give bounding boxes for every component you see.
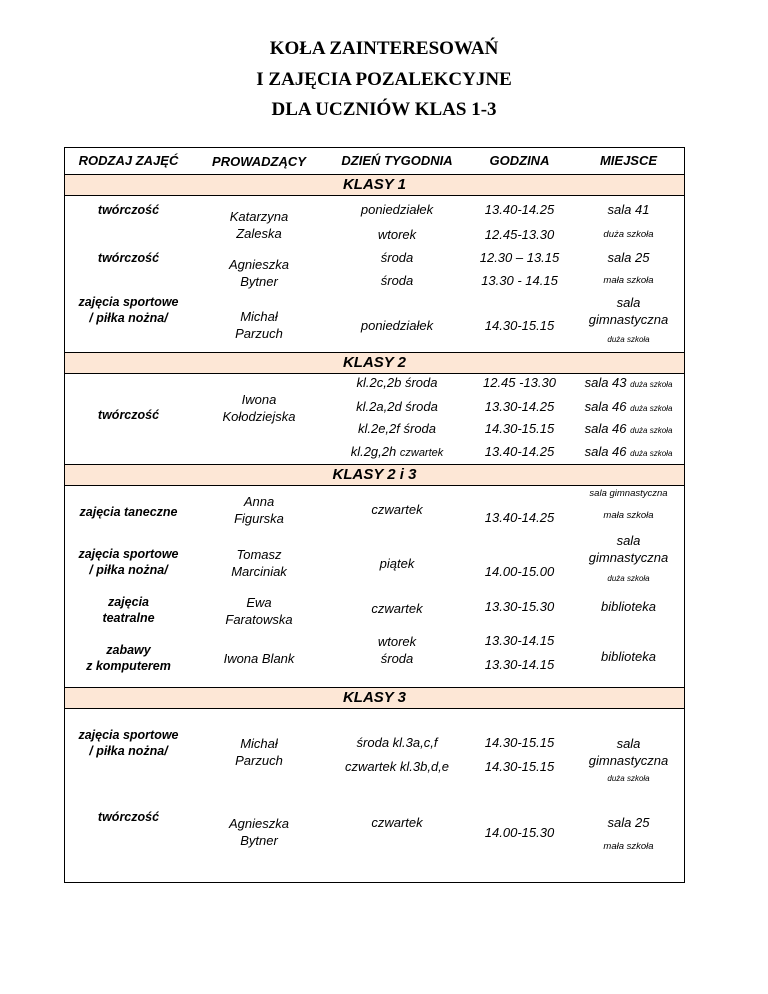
k23-r4-godz-b: 13.30-14.15: [484, 657, 555, 672]
divider: [65, 373, 684, 374]
k3-r1-miejsce-sub: duża szkoła: [607, 774, 650, 783]
k1-r3-prowadzacy: Michał Parzuch: [235, 309, 283, 341]
k23-r3-miejsce: biblioteka: [601, 599, 656, 614]
k1-r1-miejsce-b: duża szkoła: [603, 229, 654, 240]
header-rodzaj: RODZAJ ZAJĘĆ: [78, 153, 179, 168]
k3-r1-prowadzacy: Michał Parzuch: [235, 736, 283, 768]
k23-r2-godz: 14.00-15.00: [484, 564, 555, 579]
k3-r1-godz-b: 14.30-15.15: [484, 759, 555, 774]
k2-r1-miejsce: sala 43 duża szkoła: [584, 375, 673, 390]
k23-r1-miejsce-b: mała szkoła: [603, 510, 654, 521]
divider: [65, 485, 684, 486]
k2-r1-godz: 12.45 -13.30: [482, 375, 556, 390]
k2-rodzaj: twórczość: [97, 408, 160, 422]
k23-r1-prowadzacy: Anna Figurska: [234, 494, 284, 526]
schedule-table: [64, 147, 685, 883]
k3-r1-godz-a: 14.30-15.15: [484, 735, 555, 750]
k23-r2-dzien: piątek: [379, 556, 415, 571]
k1-r3-miejsce: sala gimnastyczna: [588, 295, 669, 327]
k1-r2-miejsce-b: mała szkoła: [603, 275, 654, 286]
page-title-line-1: KOŁA ZAINTERESOWAŃ: [269, 38, 499, 59]
k1-r1-dzien-b: wtorek: [377, 227, 417, 242]
k3-r2-prowadzacy: Agnieszka Bytner: [229, 816, 289, 848]
k23-r2-prowadzacy: Tomasz Marciniak: [231, 547, 287, 579]
k23-r2-miejsce: sala gimnastyczna: [588, 533, 669, 565]
k23-r3-godz: 13.30-15.30: [484, 599, 555, 614]
k23-r1-rodzaj: zajęcia taneczne: [79, 505, 178, 519]
k2-r1-dzien: kl.2c,2b środa: [356, 375, 438, 390]
k1-r2-godz-a: 12.30 – 13.15: [479, 250, 560, 265]
k1-r3-godz: 14.30-15.15: [484, 318, 555, 333]
k1-r1-godz-b: 12.45-13.30: [484, 227, 555, 242]
k23-r2-miejsce-sub: duża szkoła: [607, 574, 650, 583]
k1-r2-godz-b: 13.30 - 14.15: [481, 273, 558, 288]
k1-r1-godz-a: 13.40-14.25: [484, 202, 555, 217]
divider: [65, 352, 684, 353]
k23-r4-miejsce: biblioteka: [601, 649, 656, 664]
k1-r3-dzien: poniedziałek: [360, 318, 434, 333]
header-dzien: DZIEŃ TYGODNIA: [341, 153, 453, 168]
divider: [65, 195, 684, 196]
k23-r3-rodzaj: zajęcia teatralne: [102, 595, 155, 625]
page-title-line-2: I ZAJĘCIA POZALEKCYJNE: [256, 69, 512, 90]
k2-r2-godz: 13.30-14.25: [484, 399, 555, 414]
k2-prowadzacy: Iwona Kołodziejska: [222, 392, 296, 424]
k1-r1-rodzaj: twórczość: [97, 203, 160, 217]
k2-r3-dzien: kl.2e,2f środa: [357, 421, 437, 436]
k2-r4-miejsce: sala 46 duża szkoła: [584, 444, 673, 459]
k2-r3-godz: 14.30-15.15: [484, 421, 555, 436]
k1-r1-dzien-a: poniedziałek: [360, 202, 434, 217]
k23-r3-prowadzacy: Ewa Faratowska: [225, 595, 293, 627]
k2-r3-miejsce: sala 46 duża szkoła: [584, 421, 673, 436]
k3-r1-miejsce: sala gimnastyczna: [588, 736, 669, 768]
k1-r2-dzien-b: środa: [380, 273, 414, 288]
k1-r3-rodzaj: zajęcia sportowe / piłka nożna/: [78, 295, 179, 325]
k23-r1-dzien: czwartek: [371, 502, 423, 517]
k3-r2-godz: 14.00-15.30: [484, 825, 555, 840]
divider: [65, 464, 684, 465]
page-title-line-3: DLA UCZNIÓW KLAS 1-3: [271, 99, 497, 120]
k23-r4-prowadzacy: Iwona Blank: [223, 651, 295, 666]
k3-r2-dzien: czwartek: [371, 815, 423, 830]
k2-r2-dzien: kl.2a,2d środa: [356, 399, 438, 414]
k23-r4-rodzaj: zabawy z komputerem: [86, 643, 171, 673]
section-title-klasy2: KLASY 2: [342, 354, 407, 371]
k1-r2-dzien-a: środa: [380, 250, 414, 265]
k23-r1-miejsce-a: sala gimnastyczna: [589, 488, 668, 499]
k23-r4-godz-a: 13.30-14.15: [484, 633, 555, 648]
k3-r2-rodzaj: twórczość: [97, 810, 160, 824]
k2-r4-dzien: kl.2g,2h czwartek: [350, 444, 444, 459]
k1-r2-rodzaj: twórczość: [97, 251, 160, 265]
header-prowadzacy: PROWADZĄCY: [212, 154, 306, 169]
k23-r2-rodzaj: zajęcia sportowe / piłka nożna/: [78, 547, 179, 577]
divider: [65, 708, 684, 709]
k3-r2-miejsce-sub: mała szkoła: [603, 841, 654, 852]
divider: [65, 174, 684, 175]
divider: [65, 687, 684, 688]
k1-r1-miejsce-a: sala 41: [607, 202, 650, 217]
k1-r1-prowadzacy: Katarzyna Zaleska: [229, 209, 289, 241]
section-title-klasy1: KLASY 1: [342, 176, 407, 193]
k23-r3-dzien: czwartek: [371, 601, 423, 616]
section-title-klasy23: KLASY 2 i 3: [332, 466, 417, 483]
section-title-klasy3: KLASY 3: [342, 689, 407, 706]
k2-r2-miejsce: sala 46 duża szkoła: [584, 399, 673, 414]
k3-r2-miejsce: sala 25: [607, 815, 650, 830]
k1-r3-miejsce-sub: duża szkoła: [607, 335, 650, 344]
k1-r2-prowadzacy: Agnieszka Bytner: [229, 257, 289, 289]
k23-r1-godz: 13.40-14.25: [484, 510, 555, 525]
k23-r4-dzien: wtorek środa: [377, 634, 417, 666]
header-miejsce: MIEJSCE: [599, 153, 658, 168]
k3-r1-rodzaj: zajęcia sportowe / piłka nożna/: [78, 728, 179, 758]
k3-r1-dzien-b: czwartek kl.3b,d,e: [344, 759, 450, 774]
k1-r2-miejsce-a: sala 25: [607, 250, 650, 265]
k2-r4-godz: 13.40-14.25: [484, 444, 555, 459]
header-godzina: GODZINA: [489, 153, 550, 168]
k3-r1-dzien-a: środa kl.3a,c,f: [356, 735, 438, 750]
